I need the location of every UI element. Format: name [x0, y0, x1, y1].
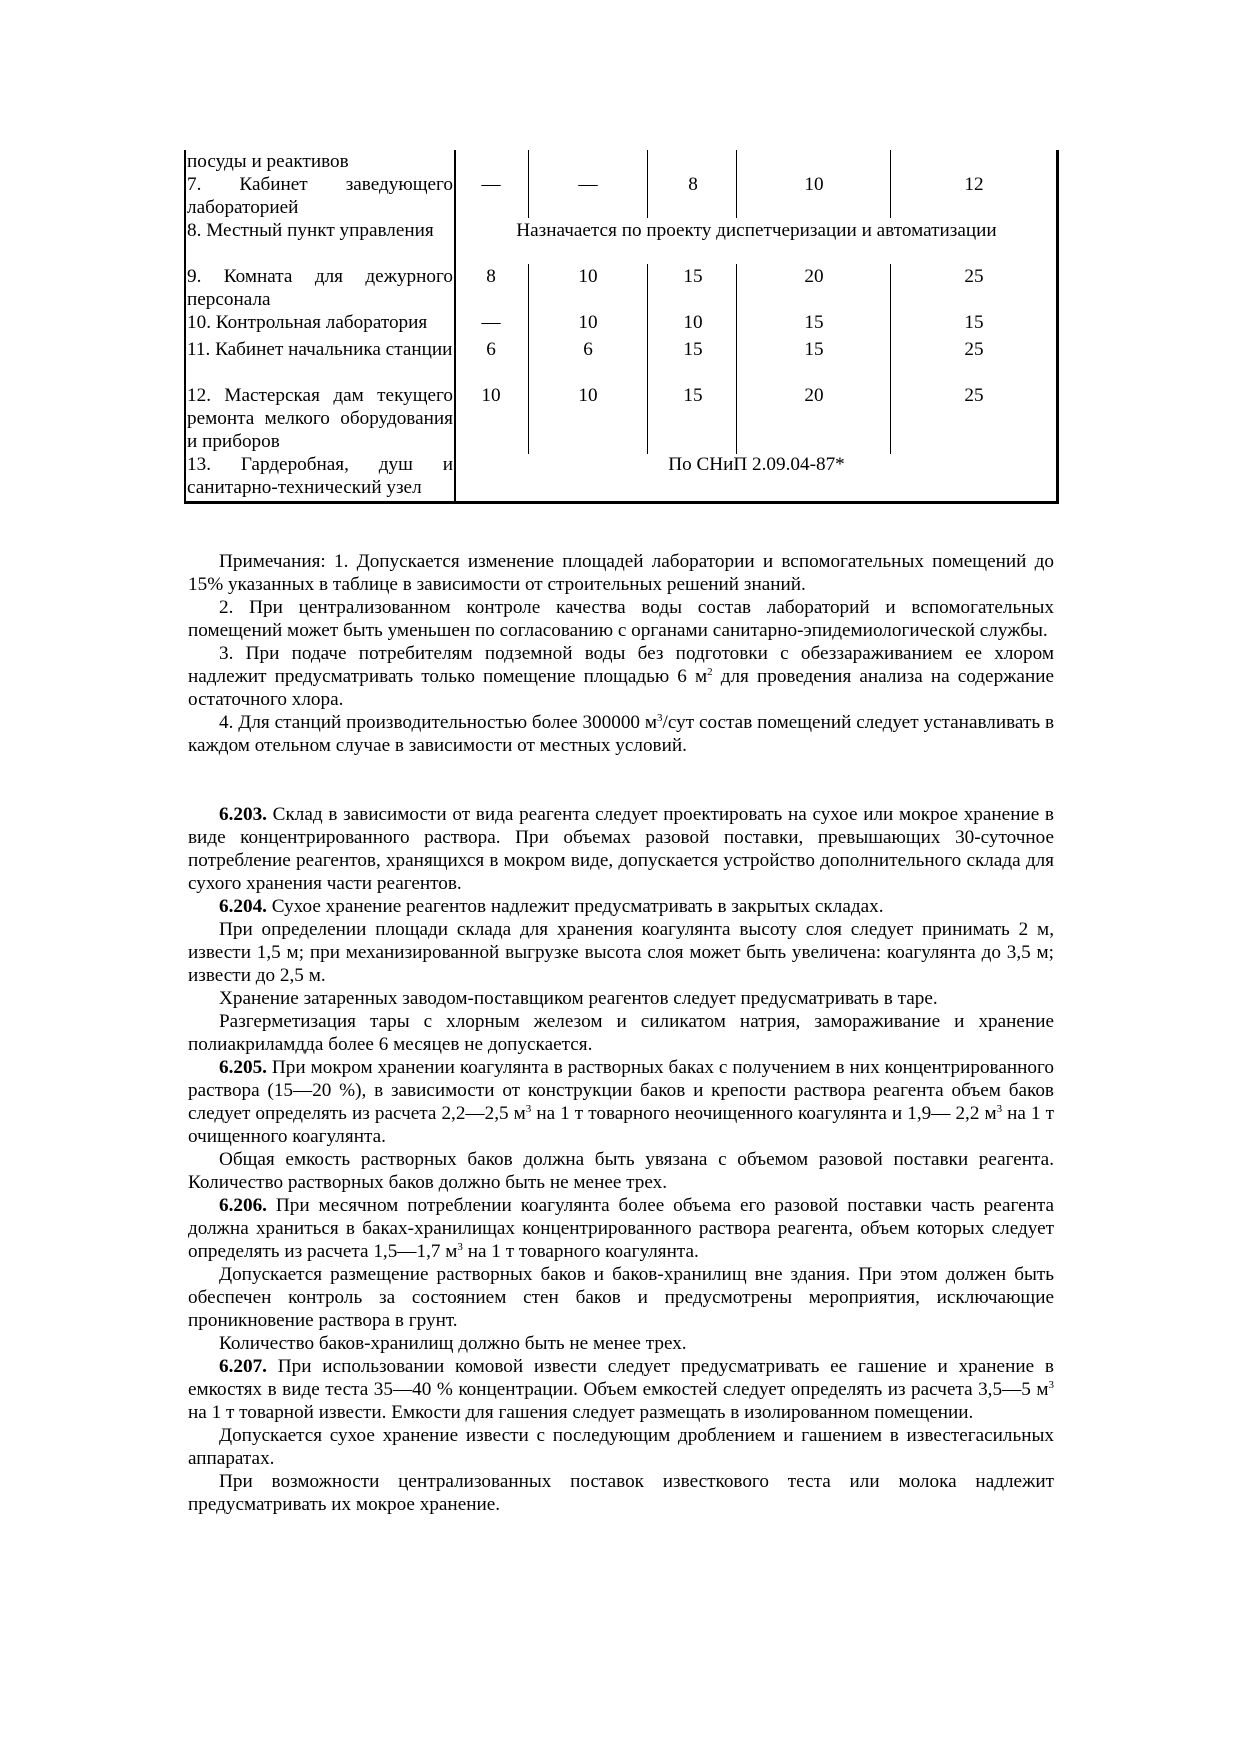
body-paragraph: Допускается сухое хранение извести с последующим дроблением и гашением в известегасильных аппаратах. [188, 1425, 1054, 1469]
value-cell: 15 [964, 312, 984, 333]
rooms-table [184, 150, 1059, 504]
row-label: 10. Контрольная лаборатория [187, 312, 428, 333]
value-cell: — [481, 312, 501, 333]
value-cell: 15 [683, 266, 703, 287]
table-col-divider [736, 150, 737, 218]
value-cell: 6 [486, 339, 496, 360]
row-label: 12. Мастерская дам текущего ремонта мелкого оборудования и приборов [187, 385, 453, 452]
clause-6-207: 6.207. При использовании комовой извести следует предусматривать ее гашение и хранение в емкостях в виде теста 35—40 % концентрации. Объем емкостей следует определять из расчета 3,5—5 $м^3$ на 1 т товарной извести. Емкости для гашения следует размещать в изолированном помещении. [188, 1356, 1054, 1423]
clause-number: 6.203. [219, 804, 267, 825]
row-label: 11. Кабинет начальника станции [187, 339, 453, 360]
note-paragraph: 3. При подаче потребителям подземной воды без подготовки с обеззараживанием ее хлором надлежит предусматривать только помещение площадью 6 $м^2$ для проведения анализа на содержание остаточного хлора. [188, 643, 1054, 710]
body-paragraph: Общая емкость растворных баков должна быть увязана с объемом разовой поставки реагента. Количество растворных баков должно быть не менее трех. [188, 1149, 1054, 1193]
value-cell: 15 [804, 339, 824, 360]
spanning-cell: Назначается по проекту диспетчеризации и автоматизации [516, 220, 997, 241]
table-col-divider [647, 264, 648, 454]
value-cell: 12 [964, 174, 984, 195]
value-cell: 10 [804, 174, 824, 195]
spanning-cell: По СНиП 2.09.04-87* [668, 454, 845, 475]
table-col-divider [647, 150, 648, 218]
value-cell: 6 [583, 339, 593, 360]
table-bottom-border [184, 501, 1059, 504]
value-cell: 10 [578, 266, 598, 287]
row-label: 7. Кабинет заведующего лабораторией [187, 174, 453, 218]
value-cell: — [481, 174, 501, 195]
body-paragraph: При возможности централизованных поставок известкового теста или молока надлежит предусматривать их мокрое хранение. [188, 1471, 1054, 1515]
clause-6-204: 6.204. Сухое хранение реагентов надлежит предусматривать в закрытых складах. [219, 896, 884, 917]
value-cell: 25 [964, 385, 984, 406]
table-col-divider [736, 264, 737, 454]
value-cell: 25 [964, 339, 984, 360]
body-paragraph: Хранение затаренных заводом-поставщиком реагентов следует предусматривать в таре. [219, 988, 938, 1009]
value-cell: 15 [683, 385, 703, 406]
value-cell: 8 [688, 174, 698, 195]
table-col-divider [528, 264, 529, 454]
table-col-divider [890, 150, 891, 218]
clause-number: 6.205. [219, 1057, 267, 1078]
value-cell: 10 [578, 312, 598, 333]
body-paragraph: При определении площади склада для хранения коагулянта высоту слоя следует принимать 2 м, извести 1,5 м; при механизированной выгрузке высота слоя может быть увеличена: коагулянта до 3,5 м; извести до 2,5 м. [188, 919, 1054, 986]
clause-number: 6.207. [219, 1356, 267, 1377]
clause-6-203: 6.203. Склад в зависимости от вида реагента следует проектировать на сухое или мокрое хранение в виде концентрированного раствора. При объемах разовой поставки, превышающих 30-суточное потребление реагентов, хранящихся в мокром виде, допускается устройство дополнительного склада для сухого хранения части реагентов. [188, 804, 1054, 894]
value-cell: 10 [578, 385, 598, 406]
value-cell: — [578, 174, 598, 195]
clause-number: 6.206. [219, 1195, 267, 1216]
table-left-border [184, 150, 186, 504]
note-paragraph: 2. При централизованном контроле качества воды состав лабораторий и вспомогательных помещений может быть уменьшен по согласованию с органами санитарно-эпидемиологической службы. [188, 597, 1054, 641]
value-cell: 15 [804, 312, 824, 333]
body-paragraph: Количество баков-хранилищ должно быть не менее трех. [219, 1333, 687, 1354]
value-cell: 10 [683, 312, 703, 333]
table-col-divider [528, 150, 529, 218]
body-paragraph: Разгерметизация тары с хлорным железом и силикатом натрия, замораживание и хранение полиакриламдда более 6 месяцев не допускается. [188, 1011, 1054, 1055]
value-cell: 8 [486, 266, 496, 287]
value-cell: 10 [481, 385, 501, 406]
clause-6-205: 6.205. При мокром хранении коагулянта в растворных баках с получением в них концентрированного раствора (15—20 %), в зависимости от конструкции баков и крепости раствора реагента объем баков следует определять из расчета 2,2—2,5 $м^3$ на 1 т товарного неочищенного коагулянта и 1,9— 2,2 $м^3$ на 1 т очищенного коагулянта. [188, 1057, 1054, 1147]
table-col-divider [890, 264, 891, 454]
clauses-body [188, 803, 1054, 1516]
clause-number: 6.204. [219, 896, 267, 917]
table-notes [188, 550, 1054, 757]
body-paragraph: Допускается размещение растворных баков и баков-хранилищ вне здания. При этом должен быть обеспечен контроль за состоянием стен баков и предусмотрены мероприятия, исключающие проникновение раствора в грунт. [188, 1264, 1054, 1331]
table-right-border [1056, 150, 1059, 504]
row-label: 8. Местный пункт управления [187, 220, 434, 241]
clause-6-206: 6.206. При месячном потреблении коагулянта более объема его разовой поставки часть реагента должна храниться в баках-хранилищах концентрированного раствора реагента, объем которых следует определять из расчета 1,5—1,7 $м^3$ на 1 т товарного коагулянта. [188, 1195, 1054, 1262]
row-label: 13. Гардеробная, душ и санитарно-технический узел [187, 454, 453, 498]
value-cell: 20 [804, 266, 824, 287]
note-paragraph: 4. Для станций производительностью более 300000 $м^3$/сут состав помещений следует устанавливать в каждом отельном случае в зависимости от местных условий. [188, 712, 1054, 756]
row-label: 9. Комната для дежурного персонала [187, 266, 453, 310]
row-label: посуды и реактивов [187, 151, 349, 172]
value-cell: 20 [804, 385, 824, 406]
note-paragraph: Примечания: 1. Допускается изменение площадей лаборатории и вспомогательных помещений до 15% указанных в таблице в зависимости от строительных решений знаний. [188, 551, 1054, 595]
value-cell: 15 [683, 339, 703, 360]
value-cell: 25 [964, 266, 984, 287]
table-col-divider [454, 150, 456, 504]
